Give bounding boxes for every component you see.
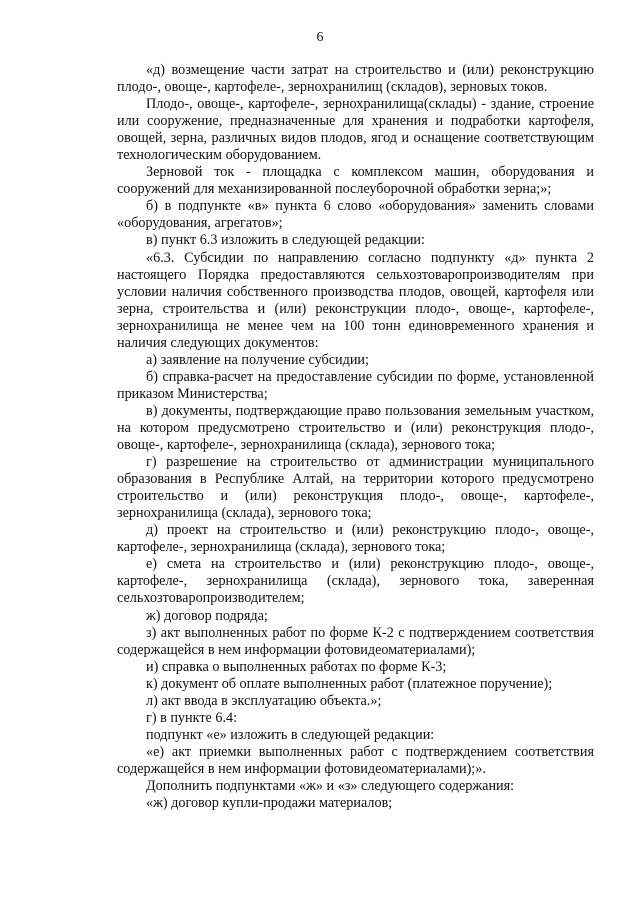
list-item-k: к) документ об оплате выполненных работ (платежное поручение); <box>146 675 553 692</box>
paragraph-d-compensation: «д) возмещение части затрат на строительство и (или) реконструкцию плодо-, овоще-, картофеле-, зернохранилищ (складов), зерновых токов. <box>117 62 594 96</box>
paragraph-g-amendment: г) в пункте 6.4: <box>146 709 238 726</box>
paragraph-v-amendment: в) пункт 6.3 изложить в следующей редакции: <box>146 232 425 249</box>
list-item-a: а) заявление на получение субсидии; <box>146 351 369 368</box>
paragraph-new-zh: «ж) договор купли-продажи материалов; <box>146 795 393 812</box>
list-item-l: л) акт ввода в эксплуатацию объекта.»; <box>146 692 382 709</box>
paragraph-grain-yard-definition: Зерновой ток - площадка с комплексом машин, оборудования и сооружений для механизированной послеуборочной обработки зерна;»; <box>117 164 594 198</box>
paragraph-subpoint-e: подпункт «е» изложить в следующей редакции: <box>146 726 435 743</box>
list-item-z: з) акт выполненных работ по форме К-2 с подтверждением соответствия содержащейся в нем информации фотовидеоматериалами); <box>117 624 594 658</box>
list-item-e: е) смета на строительство и (или) реконструкцию плодо-, овоще-, картофеле-, зернохранилища (склада), зернового тока, заверенная сельхозтоваропроизводителем; <box>117 556 594 607</box>
list-item-zh: ж) договор подряда; <box>146 607 268 624</box>
paragraph-b-amendment: б) в подпункте «в» пункта 6 слово «оборудования» заменить словами «оборудования, агрегатов»; <box>117 198 594 232</box>
list-item-v: в) документы, подтверждающие право пользования земельным участком, на котором предусмотрено строительство и (или) реконструкция плодо-, овоще-, картофеле-, зернохранилища (склада), зернового тока; <box>117 402 594 454</box>
list-item-b: б) справка-расчет на предоставление субсидии по форме, установленной приказом Министерства; <box>117 368 594 402</box>
document-body <box>117 62 594 812</box>
paragraph-new-e: «е) акт приемки выполненных работ с подтверждением соответствия содержащейся в нем информации фотовидеоматериалами);». <box>117 743 594 777</box>
paragraph-supplement: Дополнить подпунктами «ж» и «з» следующего содержания: <box>146 777 515 794</box>
page-number: 6 <box>316 30 324 45</box>
list-item-i: и) справка о выполненных работах по форме К-3; <box>146 658 447 675</box>
paragraph-6-3-subsidies: «6.3. Субсидии по направлению согласно подпункту «д» пункта 2 настоящего Порядка предоставляются сельхозтоваропроизводителям при условии наличия собственного производства плодов, овощей, картофеля или зерна, строительства и (или) реконструкции плодо-, овоще-, картофеле-, зернохранилища не менее чем на 100 тонн единовременного хранения и наличия следующих документов: <box>117 249 594 351</box>
list-item-g: г) разрешение на строительство от администрации муниципального образования в Республике Алтай, на территории которого предусмотрено строительство и (или) реконструкция плодо-, овоще-, картофеле-, зернохранилища (склада), зернового тока; <box>117 454 594 522</box>
paragraph-storage-definition: Плодо-, овоще-, картофеле-, зернохранилища(склады) - здание, строение или сооружение, предназначенные для хранения и подработки картофеля, овощей, зерна, различных видов плодов, ягод и оснащение соответствующим технологическим оборудованием. <box>117 96 594 164</box>
list-item-d: д) проект на строительство и (или) реконструкцию плодо-, овоще-, картофеле-, зернохранилища (склада), зернового тока; <box>117 522 594 556</box>
